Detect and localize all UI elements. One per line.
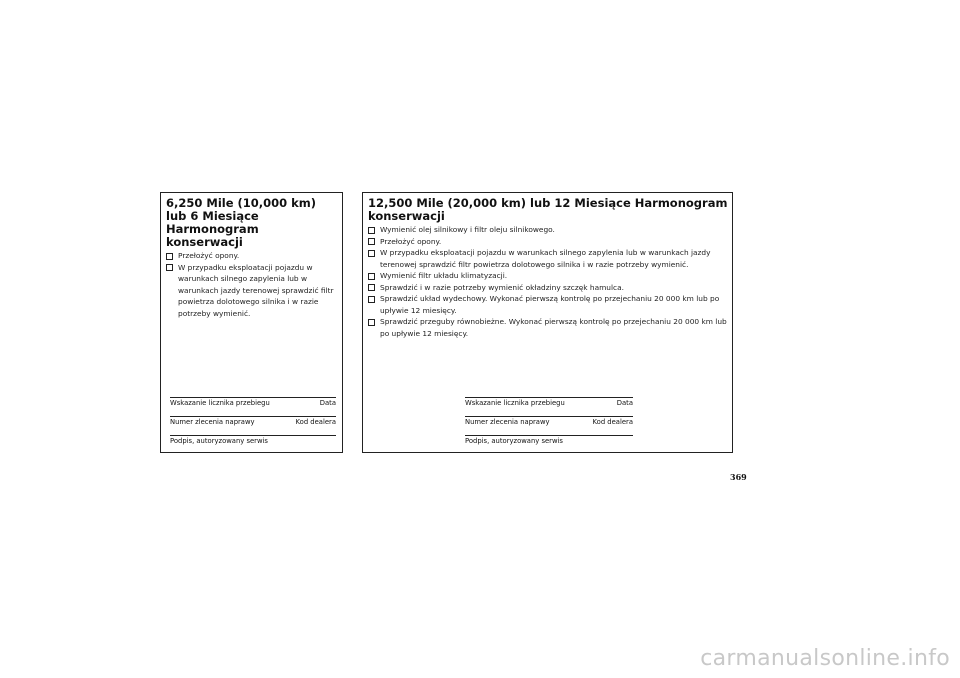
task-text: Przełożyć opony. — [178, 251, 240, 260]
checkbox-icon[interactable] — [368, 319, 375, 326]
checkbox-icon[interactable] — [368, 238, 375, 245]
signature-block-left — [170, 397, 336, 445]
date-label: Data — [616, 399, 633, 407]
task-item — [367, 247, 732, 270]
task-text: Sprawdzić układ wydechowy. Wykonać pierwszą kontrolę po przejechaniu 20 000 km lub po upływie 12 miesięcy. — [380, 294, 720, 315]
checkbox-icon[interactable] — [368, 250, 375, 257]
panel-title: 6,250 Mile (10,000 km) lub 6 Miesiące Harmonogram konserwacji — [166, 196, 317, 249]
task-item — [367, 316, 732, 339]
task-text: W przypadku eksploatacji pojazdu w warunkach silnego zapylenia lub w warunkach jazdy terenowej sprawdzić filtr powietrza dolotowego silnika i w razie potrzeby wymienić. — [178, 262, 334, 318]
task-text: Wymienić filtr układu klimatyzacji. — [380, 271, 508, 280]
checkbox-icon[interactable] — [368, 273, 375, 280]
task-text: Sprawdzić i w razie potrzeby wymienić okładziny szczęk hamulca. — [380, 282, 624, 292]
task-text: W przypadku eksploatacji pojazdu w warunkach silnego zapylenia lub w warunkach jazdy terenowej sprawdzić filtr powietrza dolotowego silnika i w razie potrzeby wymienić. — [380, 248, 711, 269]
odometer-label: Wskazanie licznika przebiegu — [465, 399, 565, 407]
task-item — [165, 250, 342, 262]
page-number: 369 — [730, 472, 747, 482]
task-text: Przełożyć opony. — [380, 236, 442, 246]
checkbox-icon[interactable] — [368, 284, 375, 291]
date-label: Data — [319, 399, 336, 407]
signature-label: Podpis, autoryzowany serwis — [170, 437, 268, 445]
checkbox-icon[interactable] — [166, 264, 173, 271]
watermark: carmanualsonline.info — [700, 646, 950, 671]
task-item — [367, 270, 732, 282]
signature-block-right — [465, 397, 633, 445]
checkbox-icon[interactable] — [166, 253, 173, 260]
dealer-code-label: Kod dealera — [592, 418, 633, 426]
task-list — [367, 224, 732, 339]
checkbox-icon[interactable] — [368, 227, 375, 234]
task-item — [367, 236, 732, 248]
dealer-code-label: Kod dealera — [295, 418, 336, 426]
task-item — [367, 224, 732, 236]
panel-title: 12,500 Mile (20,000 km) lub 12 Miesiące Harmonogram konserwacji — [368, 196, 728, 223]
task-item — [367, 293, 732, 316]
odometer-label: Wskazanie licznika przebiegu — [170, 399, 270, 407]
task-item — [367, 282, 732, 294]
checkbox-icon[interactable] — [368, 296, 375, 303]
signature-label: Podpis, autoryzowany serwis — [465, 437, 563, 445]
task-list — [165, 250, 342, 319]
order-number-label: Numer zlecenia naprawy — [465, 418, 550, 426]
task-text: Wymienić olej silnikowy i filtr oleju silnikowego. — [380, 225, 555, 234]
order-number-label: Numer zlecenia naprawy — [170, 418, 255, 426]
task-text: Sprawdzić przeguby równobieżne. Wykonać pierwszą kontrolę po przejechaniu 20 000 km lub po upływie 12 miesięcy. — [380, 317, 727, 338]
task-item — [165, 262, 342, 320]
